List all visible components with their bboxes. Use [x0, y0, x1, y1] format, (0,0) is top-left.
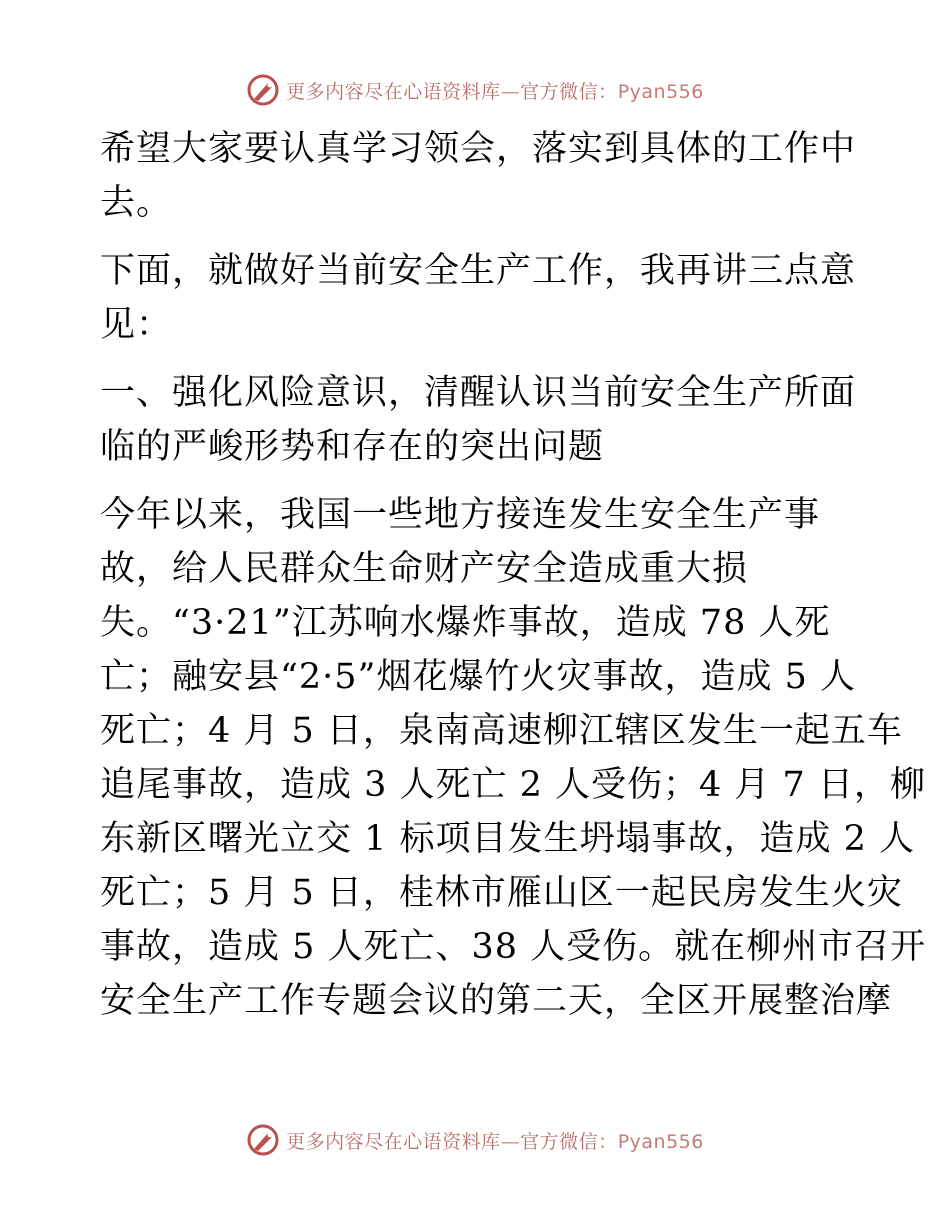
section-heading: [100, 366, 860, 474]
text-line: 死亡；5 月 5 日，桂林市雁山区一起民房发生火灾: [100, 873, 903, 913]
text-line: 事故，造成 5 人死亡、38 人受伤。就在柳州市召开: [100, 927, 927, 967]
watermark-wechat-id: Pyan556: [617, 80, 704, 103]
text-line: 追尾事故，造成 3 人死亡 2 人受伤；4 月 7 日，柳: [100, 765, 926, 805]
footer-watermark: [0, 1120, 950, 1160]
paragraph: [100, 488, 927, 1028]
watermark-dash: —: [500, 1130, 521, 1153]
watermark-label: 官方微信：: [520, 1130, 618, 1153]
header-watermark: [0, 70, 950, 110]
text-line: 去。: [100, 183, 173, 223]
text-line: 今年以来，我国一些地方接连发生安全生产事: [100, 495, 821, 535]
watermark-brand: 更多内容尽在心语资料库: [286, 80, 501, 103]
text-line: 死亡；4 月 5 日，泉南高速柳江辖区发生一起五车: [100, 711, 903, 751]
text-line: 一、强化风险意识，清醒认识当前安全生产所面: [100, 373, 857, 413]
pen-logo-icon: [246, 1123, 280, 1157]
text-line: 亡；融安县“2·5”烟花爆竹火灾事故，造成 5 人: [100, 657, 856, 697]
text-line: 临的严峻形势和存在的突出问题: [100, 427, 605, 467]
paragraph: [100, 122, 860, 230]
text-line: 见：: [100, 305, 173, 345]
document-body: [100, 122, 927, 1028]
text-line: 安全生产工作专题会议的第二天，全区开展整治摩: [100, 981, 893, 1021]
watermark-dash: —: [500, 80, 521, 103]
text-line: 故，给人民群众生命财产安全造成重大损: [100, 549, 749, 589]
text-line: 失。“3·21”江苏响水爆炸事故，造成 78 人死: [100, 603, 831, 643]
watermark-wechat-id: Pyan556: [617, 1130, 704, 1153]
watermark-brand: 更多内容尽在心语资料库: [286, 1130, 501, 1153]
text-line: 东新区曙光立交 1 标项目发生坍塌事故，造成 2 人: [100, 819, 916, 859]
text-line: 下面，就做好当前安全生产工作，我再讲三点意: [100, 251, 857, 291]
watermark-label: 官方微信：: [520, 80, 618, 103]
text-line: 希望大家要认真学习领会，落实到具体的工作中: [100, 129, 857, 169]
paragraph: [100, 244, 860, 352]
pen-logo-icon: [246, 73, 280, 107]
